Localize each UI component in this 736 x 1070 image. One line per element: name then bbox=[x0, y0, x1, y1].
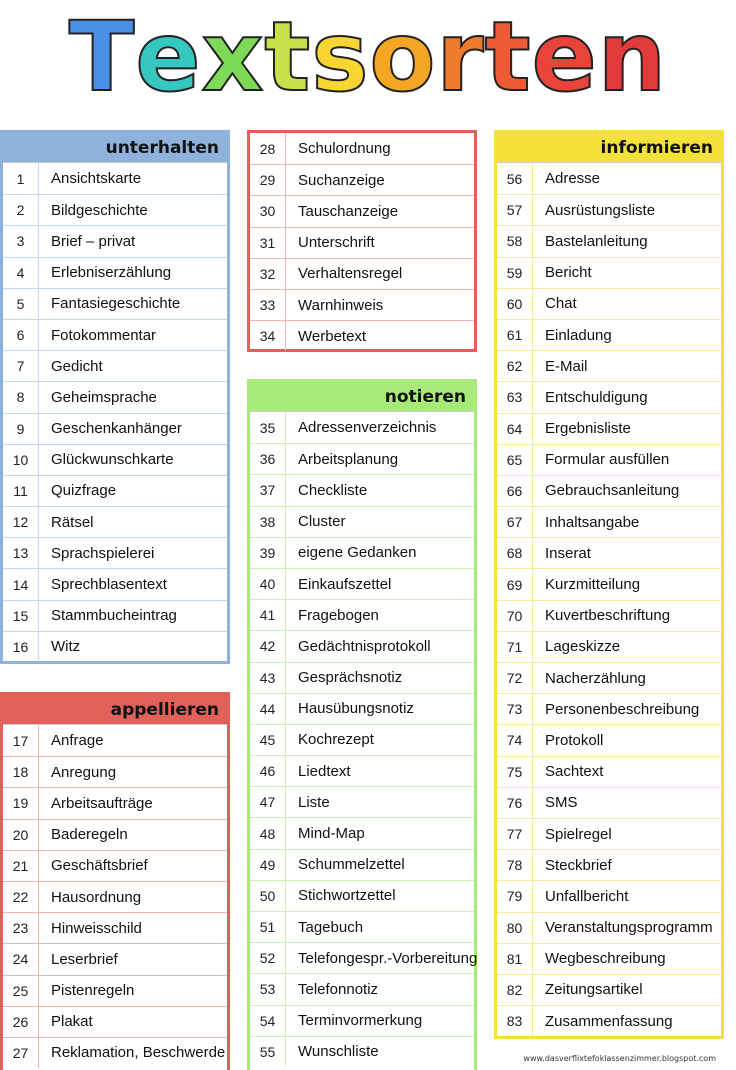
item-label: Stammbucheintrag bbox=[51, 607, 177, 625]
list-item bbox=[3, 600, 227, 631]
item-number: 8 bbox=[3, 382, 39, 412]
section-appellieren-continued bbox=[247, 130, 477, 352]
list-item bbox=[497, 724, 721, 755]
item-label: Suchanzeige bbox=[298, 171, 385, 189]
section-title-appellieren: appellieren bbox=[3, 695, 227, 725]
list-appellieren bbox=[3, 725, 227, 1068]
list-notieren bbox=[250, 412, 478, 1067]
list-appellieren-continued bbox=[250, 133, 474, 351]
item-label: Anfrage bbox=[51, 732, 104, 750]
item-number: 56 bbox=[497, 163, 533, 194]
item-label: Veranstaltungsprogramm bbox=[545, 919, 713, 937]
item-label: Sprechblasentext bbox=[51, 576, 167, 594]
list-item bbox=[497, 662, 721, 693]
item-label: Reklamation, Beschwerde bbox=[51, 1044, 226, 1062]
item-number: 3 bbox=[3, 226, 39, 256]
item-label: Kuvertbeschriftung bbox=[545, 607, 671, 625]
section-title-notieren: notieren bbox=[250, 382, 474, 412]
list-item bbox=[3, 568, 227, 599]
item-number: 83 bbox=[497, 1006, 533, 1036]
item-number: 64 bbox=[497, 414, 533, 444]
item-label: Cluster bbox=[298, 513, 346, 531]
section-informieren bbox=[494, 130, 724, 1039]
item-number: 22 bbox=[3, 882, 39, 912]
list-item bbox=[250, 537, 474, 568]
title-letter: e bbox=[135, 1, 202, 113]
item-label: Verhaltensregel bbox=[298, 265, 403, 283]
item-number: 10 bbox=[3, 445, 39, 475]
list-item bbox=[250, 786, 474, 817]
item-number: 23 bbox=[3, 913, 39, 943]
list-item bbox=[3, 444, 227, 475]
list-item bbox=[3, 631, 227, 662]
item-label: Ausrüstungsliste bbox=[545, 201, 656, 219]
list-item bbox=[497, 600, 721, 631]
item-number: 34 bbox=[250, 321, 286, 351]
item-label: Unfallbericht bbox=[545, 887, 629, 905]
list-item bbox=[3, 725, 227, 756]
item-label: Geschäftsbrief bbox=[51, 857, 148, 875]
item-label: Tauschanzeige bbox=[298, 202, 399, 220]
item-label: Rätsel bbox=[51, 513, 94, 531]
page-title bbox=[0, 2, 736, 112]
item-number: 81 bbox=[497, 944, 533, 974]
item-label: Kurzmitteilung bbox=[545, 576, 641, 594]
item-number: 77 bbox=[497, 819, 533, 849]
item-label: Adresse bbox=[545, 170, 601, 188]
item-number: 9 bbox=[3, 414, 39, 444]
list-item bbox=[3, 225, 227, 256]
item-label: Ansichtskarte bbox=[51, 170, 142, 188]
item-label: Inserat bbox=[545, 544, 591, 562]
item-label: Baderegeln bbox=[51, 826, 128, 844]
list-item bbox=[497, 413, 721, 444]
list-item bbox=[497, 475, 721, 506]
list-item bbox=[250, 973, 474, 1004]
list-item bbox=[3, 943, 227, 974]
item-number: 17 bbox=[3, 725, 39, 756]
list-item bbox=[250, 662, 474, 693]
item-label: Gebrauchsanleitung bbox=[545, 482, 680, 500]
section-notieren bbox=[247, 379, 477, 1070]
item-number: 6 bbox=[3, 320, 39, 350]
list-item bbox=[250, 320, 474, 351]
item-label: Fragebogen bbox=[298, 606, 379, 624]
list-item bbox=[250, 755, 474, 786]
list-item bbox=[250, 1005, 474, 1036]
list-item bbox=[250, 289, 474, 320]
item-label: Schulordnung bbox=[298, 140, 391, 158]
item-number: 18 bbox=[3, 757, 39, 787]
item-label: Protokoll bbox=[545, 731, 604, 749]
item-label: Schummelzettel bbox=[298, 856, 405, 874]
item-label: Quizfrage bbox=[51, 482, 117, 500]
item-number: 25 bbox=[3, 976, 39, 1006]
item-number: 21 bbox=[3, 851, 39, 881]
item-label: Bildgeschichte bbox=[51, 201, 148, 219]
item-number: 14 bbox=[3, 569, 39, 599]
item-label: Geheimsprache bbox=[51, 388, 157, 406]
item-label: Steckbrief bbox=[545, 856, 612, 874]
title-letter: x bbox=[201, 1, 265, 113]
list-item bbox=[3, 975, 227, 1006]
item-label: Anregung bbox=[51, 763, 117, 781]
item-label: Zeitungsartikel bbox=[545, 981, 643, 999]
item-label: Sachtext bbox=[545, 763, 604, 781]
item-number: 29 bbox=[250, 165, 286, 195]
list-item bbox=[497, 818, 721, 849]
item-number: 7 bbox=[3, 351, 39, 381]
item-number: 65 bbox=[497, 445, 533, 475]
list-item bbox=[497, 693, 721, 724]
list-item bbox=[497, 350, 721, 381]
item-label: Hinweisschild bbox=[51, 919, 142, 937]
item-label: Inhaltsangabe bbox=[545, 513, 640, 531]
list-item bbox=[250, 474, 474, 505]
list-item bbox=[497, 912, 721, 943]
item-label: Wegbeschreibung bbox=[545, 950, 666, 968]
list-item bbox=[3, 1037, 227, 1068]
list-item bbox=[250, 942, 478, 973]
list-item bbox=[3, 881, 227, 912]
item-label: Tagebuch bbox=[298, 918, 364, 936]
list-item bbox=[3, 381, 227, 412]
item-label: Einladung bbox=[545, 326, 612, 344]
item-label: Einkaufszettel bbox=[298, 575, 392, 593]
section-appellieren bbox=[0, 692, 230, 1070]
list-item bbox=[497, 974, 721, 1005]
item-number: 26 bbox=[3, 1007, 39, 1037]
item-label: SMS bbox=[545, 794, 578, 812]
item-label: Formular ausfüllen bbox=[545, 451, 670, 469]
list-item bbox=[497, 849, 721, 880]
item-label: Pistenregeln bbox=[51, 982, 135, 1000]
list-item bbox=[3, 1006, 227, 1037]
item-number: 35 bbox=[250, 412, 286, 443]
item-number: 68 bbox=[497, 538, 533, 568]
list-item bbox=[250, 693, 474, 724]
item-number: 31 bbox=[250, 228, 286, 258]
item-label: Telefongespr.-Vorbereitung bbox=[298, 949, 478, 967]
list-item bbox=[250, 724, 474, 755]
item-label: Fantasiegeschichte bbox=[51, 295, 181, 313]
item-label: Wunschliste bbox=[298, 1043, 379, 1061]
item-label: Gesprächsnotiz bbox=[298, 669, 403, 687]
item-number: 50 bbox=[250, 881, 286, 911]
item-number: 47 bbox=[250, 787, 286, 817]
item-label: Unterschrift bbox=[298, 234, 375, 252]
list-item bbox=[497, 631, 721, 662]
item-label: Leserbrief bbox=[51, 950, 118, 968]
section-title-informieren: informieren bbox=[497, 133, 721, 163]
item-label: Fotokommentar bbox=[51, 326, 157, 344]
item-number: 71 bbox=[497, 632, 533, 662]
item-number: 51 bbox=[250, 912, 286, 942]
list-item bbox=[250, 880, 474, 911]
item-number: 33 bbox=[250, 290, 286, 320]
item-label: eigene Gedanken bbox=[298, 544, 417, 562]
item-number: 58 bbox=[497, 226, 533, 256]
item-number: 39 bbox=[250, 538, 286, 568]
list-item bbox=[250, 133, 474, 164]
list-item bbox=[497, 506, 721, 537]
item-number: 45 bbox=[250, 725, 286, 755]
list-item bbox=[3, 912, 227, 943]
item-label: Plakat bbox=[51, 1013, 93, 1031]
item-number: 69 bbox=[497, 569, 533, 599]
item-number: 76 bbox=[497, 788, 533, 818]
item-number: 55 bbox=[250, 1037, 286, 1067]
list-item bbox=[3, 288, 227, 319]
item-number: 12 bbox=[3, 507, 39, 537]
item-label: Checkliste bbox=[298, 481, 368, 499]
title-letter: s bbox=[311, 1, 370, 113]
item-label: Chat bbox=[545, 295, 577, 313]
item-number: 75 bbox=[497, 757, 533, 787]
list-item bbox=[250, 599, 474, 630]
list-item bbox=[250, 1036, 474, 1067]
list-item bbox=[250, 911, 474, 942]
item-label: Witz bbox=[51, 638, 81, 656]
list-item bbox=[497, 1005, 721, 1036]
item-number: 48 bbox=[250, 818, 286, 848]
item-label: Werbetext bbox=[298, 327, 367, 345]
item-number: 15 bbox=[3, 601, 39, 631]
list-item bbox=[497, 880, 721, 911]
list-item bbox=[3, 819, 227, 850]
item-number: 54 bbox=[250, 1006, 286, 1036]
item-number: 2 bbox=[3, 195, 39, 225]
item-number: 66 bbox=[497, 476, 533, 506]
item-label: Kochrezept bbox=[298, 731, 374, 749]
item-number: 11 bbox=[3, 476, 39, 506]
item-number: 72 bbox=[497, 663, 533, 693]
section-title-unterhalten: unterhalten bbox=[3, 133, 227, 163]
list-unterhalten bbox=[3, 163, 227, 662]
list-item bbox=[497, 225, 721, 256]
item-number: 53 bbox=[250, 974, 286, 1004]
item-label: Nacherzählung bbox=[545, 669, 646, 687]
item-number: 52 bbox=[250, 943, 286, 973]
item-number: 46 bbox=[250, 756, 286, 786]
title-letter: r bbox=[436, 1, 485, 113]
list-item bbox=[3, 756, 227, 787]
item-label: Hausordnung bbox=[51, 888, 142, 906]
item-label: Warnhinweis bbox=[298, 296, 384, 314]
item-number: 44 bbox=[250, 694, 286, 724]
item-number: 1 bbox=[3, 163, 39, 194]
item-label: Brief – privat bbox=[51, 232, 136, 250]
item-label: Geschenkanhänger bbox=[51, 420, 182, 438]
item-number: 19 bbox=[3, 788, 39, 818]
list-informieren bbox=[497, 163, 721, 1036]
item-label: Personenbeschreibung bbox=[545, 700, 700, 718]
item-number: 30 bbox=[250, 196, 286, 226]
item-number: 24 bbox=[3, 944, 39, 974]
item-label: Ergebnisliste bbox=[545, 420, 631, 438]
item-number: 62 bbox=[497, 351, 533, 381]
item-number: 60 bbox=[497, 289, 533, 319]
item-number: 16 bbox=[3, 632, 39, 662]
title-letter: t bbox=[264, 1, 312, 113]
list-item bbox=[497, 381, 721, 412]
item-label: Stichwortzettel bbox=[298, 887, 396, 905]
item-label: Entschuldigung bbox=[545, 388, 648, 406]
title-letter: t bbox=[484, 1, 532, 113]
item-label: Terminvormerkung bbox=[298, 1012, 423, 1030]
list-item bbox=[497, 537, 721, 568]
item-number: 4 bbox=[3, 258, 39, 288]
title-letter: n bbox=[597, 1, 668, 113]
list-item bbox=[250, 227, 474, 258]
list-item bbox=[497, 787, 721, 818]
item-label: Sprachspielerei bbox=[51, 544, 155, 562]
item-number: 82 bbox=[497, 975, 533, 1005]
item-label: Bericht bbox=[545, 264, 592, 282]
list-item bbox=[497, 444, 721, 475]
item-number: 41 bbox=[250, 600, 286, 630]
list-item bbox=[250, 412, 474, 443]
item-label: Liedtext bbox=[298, 762, 351, 780]
list-item bbox=[3, 194, 227, 225]
list-item bbox=[497, 319, 721, 350]
list-item bbox=[250, 258, 474, 289]
list-item bbox=[250, 630, 474, 661]
item-number: 80 bbox=[497, 913, 533, 943]
list-item bbox=[497, 756, 721, 787]
item-number: 13 bbox=[3, 538, 39, 568]
item-number: 32 bbox=[250, 259, 286, 289]
list-item bbox=[250, 849, 474, 880]
item-label: Gedicht bbox=[51, 357, 103, 375]
list-item bbox=[3, 787, 227, 818]
item-number: 38 bbox=[250, 507, 286, 537]
list-item bbox=[250, 817, 474, 848]
item-number: 79 bbox=[497, 881, 533, 911]
list-item bbox=[3, 319, 227, 350]
item-label: Arbeitsaufträge bbox=[51, 794, 153, 812]
list-item bbox=[497, 568, 721, 599]
title-letter: T bbox=[68, 1, 136, 113]
item-number: 78 bbox=[497, 850, 533, 880]
item-number: 37 bbox=[250, 475, 286, 505]
item-label: Glückwunschkarte bbox=[51, 451, 174, 469]
item-number: 42 bbox=[250, 631, 286, 661]
list-item bbox=[497, 288, 721, 319]
item-number: 61 bbox=[497, 320, 533, 350]
title-letter: e bbox=[531, 1, 598, 113]
item-label: Bastelanleitung bbox=[545, 232, 648, 250]
title-letter: o bbox=[369, 1, 437, 113]
item-number: 28 bbox=[250, 133, 286, 164]
list-item bbox=[250, 164, 474, 195]
list-item bbox=[250, 443, 474, 474]
item-number: 57 bbox=[497, 195, 533, 225]
list-item bbox=[3, 475, 227, 506]
item-number: 63 bbox=[497, 382, 533, 412]
list-item bbox=[250, 568, 474, 599]
item-number: 36 bbox=[250, 444, 286, 474]
item-label: Adressenverzeichnis bbox=[298, 419, 437, 437]
list-item bbox=[3, 537, 227, 568]
list-item bbox=[3, 350, 227, 381]
item-label: E-Mail bbox=[545, 357, 588, 375]
item-label: Hausübungsnotiz bbox=[298, 700, 414, 718]
list-item bbox=[250, 195, 474, 226]
item-number: 20 bbox=[3, 820, 39, 850]
list-item bbox=[497, 257, 721, 288]
list-item bbox=[3, 413, 227, 444]
item-label: Liste bbox=[298, 793, 330, 811]
item-label: Spielregel bbox=[545, 825, 612, 843]
item-label: Erlebniserzählung bbox=[51, 264, 172, 282]
item-number: 73 bbox=[497, 694, 533, 724]
list-item bbox=[497, 943, 721, 974]
item-label: Mind-Map bbox=[298, 825, 365, 843]
item-number: 40 bbox=[250, 569, 286, 599]
section-unterhalten bbox=[0, 130, 230, 664]
item-label: Arbeitsplanung bbox=[298, 450, 399, 468]
item-number: 43 bbox=[250, 663, 286, 693]
item-number: 27 bbox=[3, 1038, 39, 1068]
item-label: Lageskizze bbox=[545, 638, 621, 656]
item-number: 5 bbox=[3, 289, 39, 319]
item-label: Telefonnotiz bbox=[298, 980, 379, 998]
item-number: 70 bbox=[497, 601, 533, 631]
item-label: Zusammenfassung bbox=[545, 1012, 673, 1030]
list-item bbox=[3, 506, 227, 537]
list-item bbox=[497, 194, 721, 225]
list-item bbox=[3, 163, 227, 194]
list-item bbox=[250, 506, 474, 537]
list-item bbox=[3, 850, 227, 881]
item-number: 74 bbox=[497, 725, 533, 755]
item-number: 67 bbox=[497, 507, 533, 537]
item-label: Gedächtnisprotokoll bbox=[298, 637, 431, 655]
list-item bbox=[3, 257, 227, 288]
item-number: 49 bbox=[250, 850, 286, 880]
footer-url: www.dasverflixtefoklassenzimmer.blogspot.com bbox=[523, 1054, 716, 1063]
list-item bbox=[497, 163, 721, 194]
item-number: 59 bbox=[497, 258, 533, 288]
